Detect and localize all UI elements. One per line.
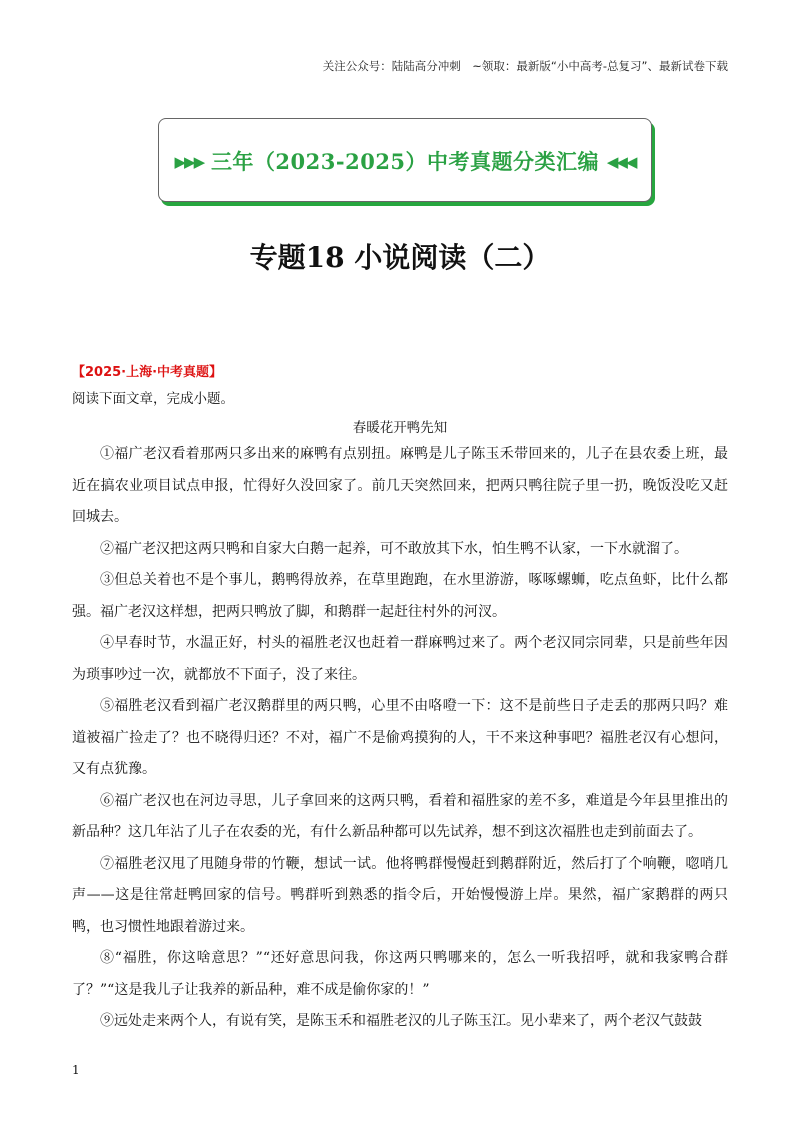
paragraph: ①福广老汉看着那两只多出来的麻鸭有点别扭。麻鸭是儿子陈玉禾带回来的，儿子在县农委上班，最近在搞农业项目试点申报，忙得好久没回家了。前几天突然回来，把两只鸭往院子里一扔，晚饭没吃又赶回城去。 [72,446,728,525]
left-arrows-icon: ▶▶▶ [174,153,204,171]
paragraph: ⑧“福胜，你这啥意思？”“还好意思问我，你这两只鸭哪来的，怎么一听我招呼，就和我家鸭合群了？”“这是我儿子让我养的新品种，难不成是偷你家的！” [72,950,728,998]
story-title: 春暖花开鸭先知 [352,420,448,436]
banner-title: 三年（2023-2025）中考真题分类汇编 [210,149,600,174]
paragraph: ③但总关着也不是个事儿，鹅鸭得放养，在草里跑跑，在水里游游，啄啄螺蛳，吃点鱼虾，比什么都强。福广老汉这样想，把两只鸭放了脚，和鹅群一起赶往村外的河汊。 [72,572,728,620]
series-banner [158,118,652,202]
paragraph: ⑦福胜老汉甩了甩随身带的竹鞭，想试一试。他将鸭群慢慢赶到鹅群附近，然后打了个响鞭，唿哨几声——这是往常赶鸭回家的信号。鸭群听到熟悉的指令后，开始慢慢游上岸。果然，福广家鹅群的两只鸭，也习惯性地跟着游过来。 [72,855,728,935]
paragraph: ④早春时节，水温正好，村头的福胜老汉也赶着一群麻鸭过来了。两个老汉同宗同辈，只是前些年因为琐事吵过一次，就都放不下面子，没了来往。 [72,635,728,683]
story-body [72,439,728,1038]
paragraph: ⑥福广老汉也在河边寻思，儿子拿回来的这两只鸭，看着和福胜家的差不多，难道是今年县里推出的新品种？这几年沾了儿子在农委的光，有什么新品种都可以先试养，想不到这次福胜也走到前面去了。 [72,792,728,840]
page-title: 专题18 小说阅读（二） [249,241,551,274]
paragraph: ②福广老汉把这两只鸭和自家大白鹅一起养，可不敢放其下水，怕生鸭不认家，一下水就溜了。 [100,540,688,557]
header-note: 关注公众号：陆陆高分冲刺 ~领取：最新版“小中高考-总复习”、最新试卷下载 [322,59,728,73]
page-number: 1 [72,1063,80,1077]
source-tag: 【2025·上海·中考真题】 [72,365,223,380]
banner-text-row [159,146,651,176]
right-arrows-icon: ◀◀◀ [606,153,636,171]
instruction-text: 阅读下面文章，完成小题。 [72,391,234,407]
paragraph: ⑤福胜老汉看到福广老汉鹅群里的两只鸭，心里不由咯噔一下：这不是前些日子走丢的那两只吗？难道被福广捡走了？也不晓得归还？不对，福广不是偷鸡摸狗的人，干不来这种事吧？福胜老汉有心想问，又有点犹豫。 [72,698,728,777]
paragraph: ⑨远处走来两个人，有说有笑，是陈玉禾和福胜老汉的儿子陈玉江。见小辈来了，两个老汉气鼓鼓 [100,1013,702,1029]
